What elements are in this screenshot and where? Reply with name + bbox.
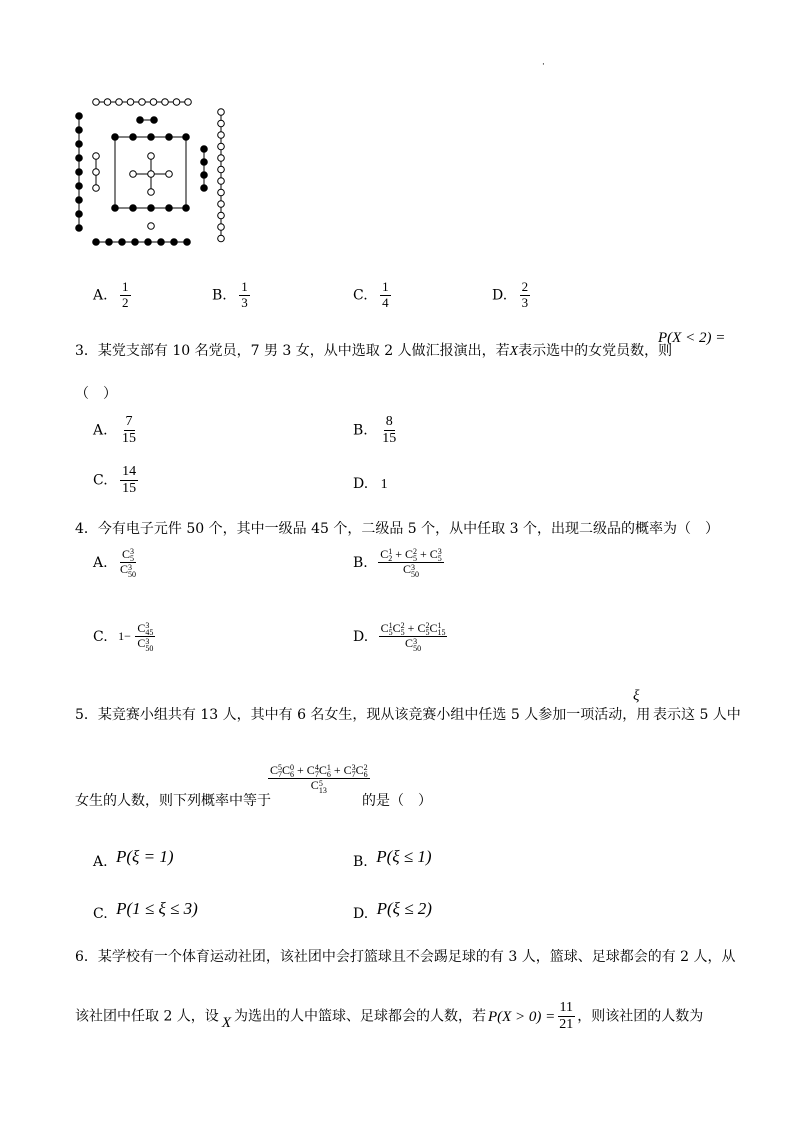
option-label: A. [93,854,108,870]
denominator: 2 [122,294,129,310]
hollow-dot [218,189,225,196]
top-mark: · [542,60,545,70]
fraction [239,280,250,311]
option-label: D. [353,906,369,922]
q3-probability: P(X < 2) = [658,330,726,346]
fraction [120,414,138,447]
filled-dot [183,134,190,141]
filled-dot [76,155,83,162]
q5-stem [75,704,650,724]
filled-dot [137,117,144,124]
q5-text: 5．某竞赛小组共有 13 人，其中有 6 名女生，现从该竞赛小组中任选 5 人参加一项活动，用 [75,707,651,723]
q5-option-c[interactable] [93,892,198,923]
denominator: 21 [559,1017,574,1033]
q4-stem: 4．今有电子元件 50 个，其中一级品 45 个，二级品 5 个，从中任取 3 个，出现二级品的概率为（ ） [75,521,719,537]
q6-text-a: 该社团中任取 2 人，设 [75,1008,219,1025]
fraction: C 3 5 C 3 50 [120,547,137,579]
filled-dot [112,205,119,212]
numerator: 1 [122,279,129,294]
option-label: C. [93,628,108,645]
filled-dot [171,239,178,246]
hollow-dot [130,171,137,178]
option-label: B. [212,287,227,304]
option-label: B. [353,554,368,571]
filled-dot [76,113,83,120]
numerator: 1 [382,279,389,294]
filled-dot [112,134,119,141]
hollow-dot [173,99,180,106]
variable-x: X [221,1014,231,1031]
option-expression: P(ξ = 1) [116,847,174,866]
q4-option-b[interactable] [353,548,444,578]
option-label: D. [353,476,369,492]
hollow-dot [218,212,225,219]
q3-option-b[interactable] [353,414,398,447]
q6-line2 [75,1000,703,1033]
numerator: 8 [384,414,395,431]
denominator: 15 [122,431,137,447]
option-expression: P(ξ ≤ 2) [376,899,432,918]
filled-dot [93,239,100,246]
hollow-dot [218,235,225,242]
q3-text: 3．某党支部有 10 名党员，7 男 3 女，从中选取 2 人做汇报演出，若 [75,343,510,359]
hollow-dot [148,189,155,196]
hollow-dot [218,224,225,231]
q5-expression [268,764,370,794]
q2-option-b[interactable] [212,280,250,311]
option-label: B. [353,422,368,439]
hollow-dot [166,171,173,178]
one-minus: 1− [118,629,131,644]
hollow-dot [116,99,123,106]
option-label: D. [353,628,369,645]
fraction [557,1000,575,1033]
option-label: B. [353,854,368,870]
hollow-dot [218,155,225,162]
fraction [520,280,531,311]
q3-option-d[interactable] [353,476,388,493]
filled-dot [130,134,137,141]
filled-dot [166,205,173,212]
filled-dot [201,159,208,166]
hollow-dot [162,99,169,106]
filled-dot [183,205,190,212]
numerator: 2 [521,279,529,294]
q3-option-a[interactable] [93,414,138,447]
q5-option-a[interactable] [93,840,173,871]
filled-dot [130,205,137,212]
filled-dot [76,211,83,218]
filled-dot [201,146,208,153]
filled-dot [148,205,155,212]
hollow-dot [218,201,225,208]
fraction [380,280,391,311]
q6-text-c: ，则该社团的人数为 [577,1008,704,1025]
filled-dot [76,127,83,134]
hollow-dot [218,132,225,139]
hollow-dot [148,171,155,178]
q2-option-a[interactable] [93,280,131,311]
denominator: 15 [122,481,137,497]
q3-text-2: 表示选中的女党员数，则 [518,343,673,359]
q3-stem [75,340,672,360]
q5-line2b: 的是（ ） [362,793,432,809]
numerator: 7 [124,414,135,431]
q4-option-d[interactable] [353,622,447,652]
filled-dot [76,169,83,176]
hollow-dot [218,143,225,150]
q3-answer-paren: （ ） [75,386,117,402]
variable-x: X [509,344,519,359]
option-expression: P(ξ ≤ 1) [376,847,432,866]
hollow-dot [218,178,225,185]
variable-xi: ξ [633,688,640,704]
numerator: 14 [120,464,138,481]
fraction [120,280,131,311]
hollow-dot [218,166,225,173]
q5-option-b[interactable] [353,840,432,871]
denominator: 3 [521,294,529,310]
filled-dot [132,239,139,246]
option-label: A. [93,422,108,439]
fraction: C 1 5 C 2 5 + C 2 5 C 1 15 C 3 50 [380,621,446,653]
q6-text-b: 为选出的人中篮球、足球都会的人数，若 [233,1008,486,1025]
hollow-dot [218,120,225,127]
filled-dot [148,134,155,141]
hollow-dot [148,223,155,230]
option-label: A. [93,554,108,571]
option-label: D. [492,287,508,304]
q2-option-d[interactable] [492,280,530,311]
fraction [380,414,398,447]
numerator: 11 [558,1000,575,1017]
filled-dot [76,141,83,148]
filled-dot [151,117,158,124]
hollow-dot [93,153,100,160]
hollow-dot [127,99,134,106]
hollow-dot [218,109,225,116]
option-value: 1 [380,477,388,492]
filled-dot [145,239,152,246]
filled-dot [76,183,83,190]
luoshu-diagram [70,92,230,252]
q5-text-2: 表示这 5 人中 [653,707,741,723]
q3-option-c[interactable] [93,464,138,497]
filled-dot [166,134,173,141]
option-label: C. [353,287,368,304]
filled-dot [119,239,126,246]
q5-line2a: 女生的人数，则下列概率中等于 [75,793,271,809]
filled-dot [76,197,83,204]
q6-line1: 6．某学校有一个体育运动社团，该社团中会打篮球且不会踢足球的有 3 人，篮球、足球都会的有 2 人，从 [75,949,736,965]
filled-dot [201,185,208,192]
fraction [120,464,138,497]
filled-dot [201,172,208,179]
filled-dot [76,225,83,232]
q6-probability: P(X > 0) = [487,1008,556,1025]
q4-option-a[interactable] [93,548,138,578]
fraction: C 5 7 C 0 6 + C 4 7 C 1 6 + C 3 7 C 2 6 C 5 13 [270,763,368,795]
filled-dot [106,239,113,246]
filled-dot [184,239,191,246]
hollow-dot [104,99,111,106]
denominator: 4 [382,294,389,310]
hollow-dot [139,99,146,106]
numerator: 1 [241,279,248,294]
option-label: C. [93,906,108,922]
hollow-dot [150,99,157,106]
hollow-dot [93,169,100,176]
denominator: 3 [241,294,248,310]
hollow-dot [93,99,100,106]
q5-option-d[interactable] [353,892,432,923]
filled-dot [158,239,165,246]
option-label: C. [93,472,108,489]
option-label: A. [93,287,108,304]
fraction: C 3 45 C 3 50 [137,621,154,653]
q4-option-c[interactable] [93,622,155,652]
q2-option-c[interactable] [353,280,391,311]
hollow-dot [185,99,192,106]
option-expression: P(1 ≤ ξ ≤ 3) [116,899,198,918]
fraction: C 1 2 + C 2 5 + C 3 5 C 3 50 [380,547,442,579]
hollow-dot [93,185,100,192]
denominator: 15 [382,431,397,447]
hollow-dot [148,153,155,160]
